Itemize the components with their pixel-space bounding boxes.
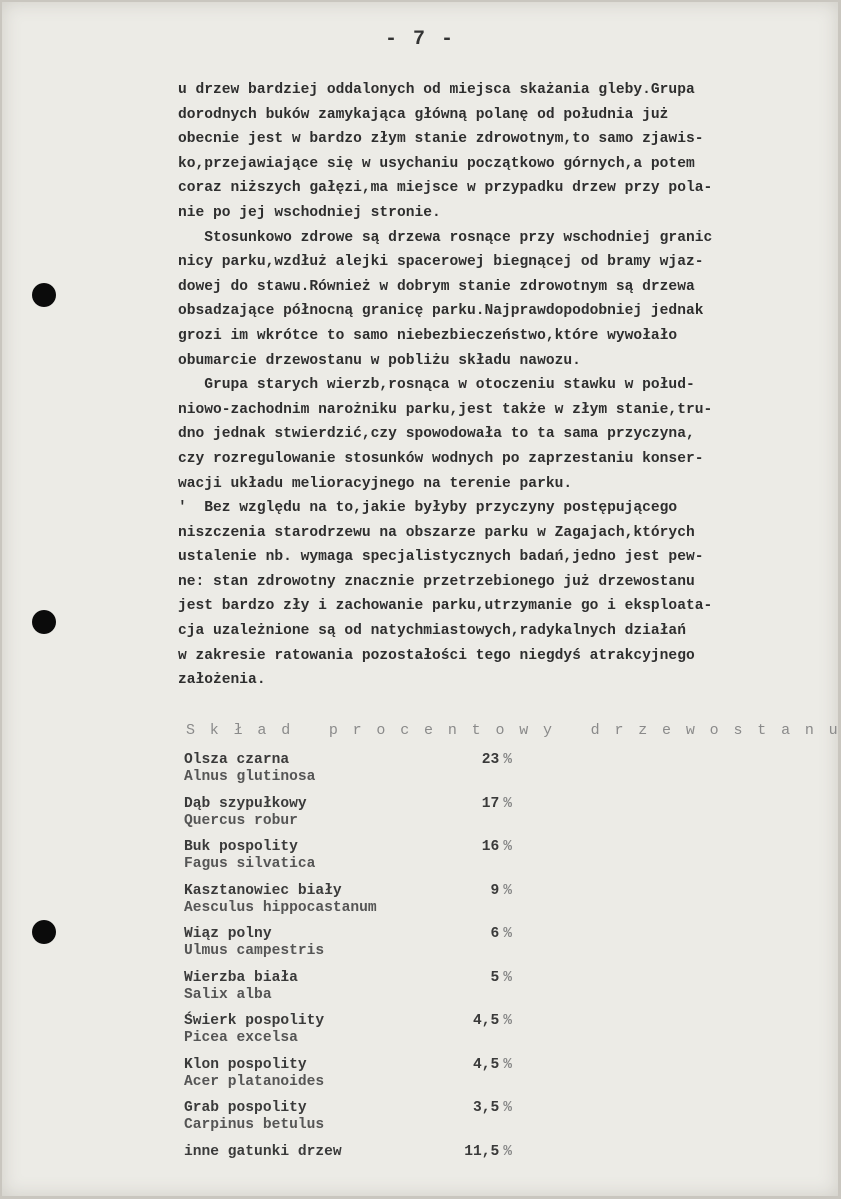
- species-row: [184, 1057, 604, 1101]
- text-line: u drzew bardziej oddalonych od miejsca skażania gleby.Grupa: [178, 82, 695, 98]
- percentage-unit: %: [503, 969, 512, 986]
- species-polish-name: Olsza czarna: [184, 752, 290, 768]
- species-percentage: [440, 883, 512, 900]
- species-list: [184, 752, 604, 1187]
- percentage-value: 23: [481, 752, 500, 768]
- species-polish-name: Buk pospolity: [184, 839, 298, 855]
- text-line: Grupa starych wierzb,rosnąca w otoczeniu stawku w połud-: [178, 377, 695, 394]
- species-percentage: [440, 1144, 512, 1161]
- species-polish-name: Wiąz polny: [184, 926, 272, 942]
- percentage-unit: %: [503, 752, 512, 768]
- text-line: ne: stan zdrowotny znacznie przetrzebionego już drzewostanu: [178, 573, 695, 590]
- text-line: obumarcie drzewostanu w pobliżu składu nawozu.: [178, 352, 581, 369]
- percentage-unit: %: [503, 795, 512, 812]
- species-percentage: [440, 1057, 512, 1074]
- percentage-unit: %: [503, 1100, 512, 1116]
- text-line: ko,przejawiające się w usychaniu początkowo górnych,a potem: [178, 155, 695, 172]
- percentage-value: 6: [490, 926, 500, 942]
- species-percentage: [440, 1013, 512, 1030]
- species-row: [184, 1013, 604, 1057]
- percentage-unit: %: [503, 1143, 512, 1160]
- species-polish-name: Dąb szypułkowy: [184, 795, 307, 812]
- percentage-value: 4,5: [472, 1013, 500, 1029]
- text-line: ustalenie nb. wymaga specjalistycznych badań,jedno jest pew-: [178, 549, 704, 566]
- species-row: [184, 1100, 604, 1144]
- species-polish-name: Kasztanowiec biały: [184, 882, 342, 899]
- percentage-value: 3,5: [472, 1100, 500, 1116]
- percentage-value: 16: [481, 839, 500, 855]
- species-polish-name: Wierzba biała: [184, 969, 298, 986]
- percentage-value: 17: [481, 795, 500, 812]
- species-polish-name: Klon pospolity: [184, 1056, 307, 1073]
- percentage-value: 5: [490, 969, 500, 986]
- text-line: dorodnych buków zamykająca główną polanę od południa już: [178, 106, 669, 123]
- text-line: założenia.: [178, 672, 266, 689]
- text-line: obsadzające północną granicę parku.Najprawdopodobniej jednak: [178, 303, 704, 320]
- species-row: [184, 883, 604, 927]
- species-latin-name: Picea excelsa: [184, 1030, 298, 1046]
- species-row: [184, 752, 604, 796]
- species-percentage: [440, 752, 512, 769]
- text-line: dowej do stawu.Również w dobrym stanie zdrowotnym są drzewa: [178, 278, 695, 295]
- punch-hole-bottom: [32, 920, 56, 944]
- body-text: [178, 78, 828, 693]
- percentage-value: 4,5: [472, 1056, 500, 1073]
- percentage-value: 9: [490, 882, 500, 899]
- text-line: grozi im wkrótce to samo niebezbieczeństwo,które wywołało: [178, 327, 678, 344]
- species-percentage: [440, 839, 512, 856]
- percentage-unit: %: [503, 882, 512, 899]
- species-latin-name: Acer platanoides: [184, 1073, 325, 1090]
- species-percentage: [440, 1100, 512, 1117]
- species-latin-name: Quercus robur: [184, 812, 298, 829]
- text-line: obecnie jest w bardzo złym stanie zdrowotnym,to samo zjawis-: [178, 131, 704, 148]
- species-row: [184, 839, 604, 883]
- species-polish-name: Grab pospolity: [184, 1100, 307, 1116]
- page-number: - 7 -: [384, 28, 455, 51]
- percentage-unit: %: [503, 1013, 512, 1029]
- text-line: wacji układu melioracyjnego na terenie parku.: [178, 475, 573, 492]
- punch-hole-middle: [32, 610, 56, 634]
- species-row: [184, 970, 604, 1014]
- text-line: czy rozregulowanie stosunków wodnych po zaprzestaniu konser-: [178, 450, 704, 467]
- species-row: [184, 796, 604, 840]
- percentage-unit: %: [503, 839, 512, 855]
- percentage-value: 11,5: [464, 1143, 500, 1160]
- species-polish-name: inne gatunki drzew: [184, 1143, 342, 1160]
- table-heading: S k ł a d p r o c e n t o w y d r z e w o s t a n u: [186, 722, 841, 739]
- species-latin-name: Ulmus campestris: [184, 943, 325, 959]
- text-line: ' Bez względu na to,jakie byłyby przyczyny postępującego: [178, 500, 678, 517]
- document-page: [2, 2, 841, 1196]
- species-percentage: [440, 970, 512, 987]
- percentage-unit: %: [503, 1056, 512, 1073]
- punch-hole-top: [32, 283, 56, 307]
- text-line: dno jednak stwierdzić,czy spowodowała to ta sama przyczyna,: [178, 426, 695, 443]
- species-latin-name: Aesculus hippocastanum: [184, 899, 377, 916]
- species-latin-name: Carpinus betulus: [184, 1117, 325, 1133]
- text-line: niowo-zachodnim narożniku parku,jest także w złym stanie,tru-: [178, 401, 713, 418]
- species-latin-name: Fagus silvatica: [184, 856, 316, 872]
- percentage-unit: %: [503, 926, 512, 942]
- species-percentage: [440, 796, 512, 813]
- text-line: nicy parku,wzdłuż alejki spacerowej biegnącej od bramy wjaz-: [178, 254, 704, 271]
- species-percentage: [440, 926, 512, 943]
- species-row: [184, 926, 604, 970]
- text-line: Stosunkowo zdrowe są drzewa rosnące przy wschodniej granic: [178, 229, 713, 246]
- text-line: jest bardzo zły i zachowanie parku,utrzymanie go i eksploata-: [178, 598, 713, 615]
- species-row: [184, 1144, 604, 1188]
- species-latin-name: Alnus glutinosa: [184, 769, 316, 785]
- text-line: w zakresie ratowania pozostałości tego niegdyś atrakcyjnego: [178, 647, 695, 664]
- text-line: nie po jej wschodniej stronie.: [178, 204, 441, 221]
- species-latin-name: Salix alba: [184, 986, 272, 1003]
- text-line: cja uzależnione są od natychmiastowych,radykalnych działań: [178, 623, 686, 640]
- species-polish-name: Świerk pospolity: [184, 1013, 325, 1029]
- text-line: coraz niższych gałęzi,ma miejsce w przypadku drzew przy pola-: [178, 180, 713, 197]
- text-line: niszczenia starodrzewu na obszarze parku w Zagajach,których: [178, 524, 695, 541]
